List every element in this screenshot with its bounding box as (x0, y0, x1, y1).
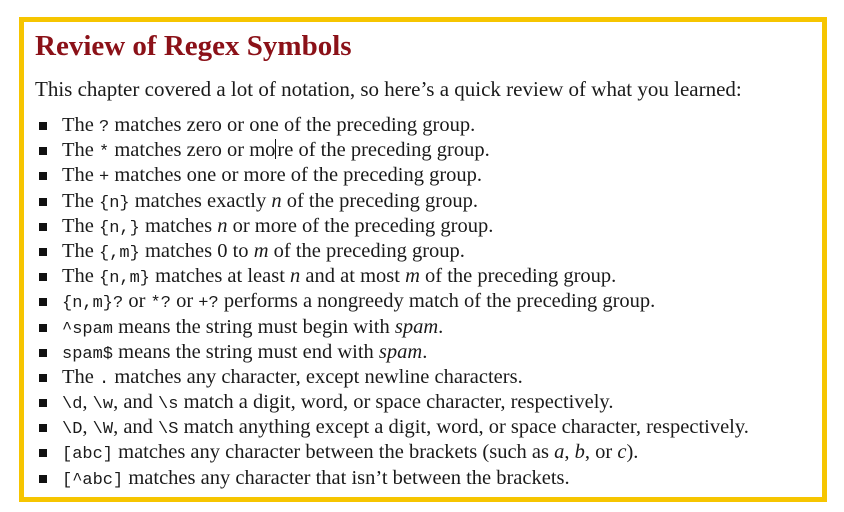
italic-text: a (554, 441, 565, 464)
item-text: The (62, 365, 99, 388)
square-bullet-icon (39, 122, 47, 130)
square-bullet-icon (39, 298, 47, 306)
list-item (35, 138, 822, 163)
list-item (35, 390, 822, 415)
italic-text: c (617, 441, 627, 464)
item-text: or more of the preceding group. (227, 214, 494, 237)
square-bullet-icon (39, 349, 47, 357)
code-token: * (99, 143, 110, 163)
item-text: The (62, 164, 99, 187)
italic-text: n (217, 214, 228, 237)
item-text: means the string must end with (113, 340, 379, 363)
square-bullet-icon (39, 248, 47, 256)
item-text: means the string must begin with (113, 315, 395, 338)
square-bullet-icon (39, 172, 47, 180)
item-text: , (82, 391, 93, 414)
section-title: Review of Regex Symbols (35, 30, 352, 62)
list-item (35, 189, 822, 214)
item-text: performs a nongreedy match of the preceding group. (218, 290, 656, 313)
item-text: , (564, 441, 575, 464)
item-text: The (62, 265, 99, 288)
item-text: matches any character, except newline characters. (109, 365, 523, 388)
item-text: matches at least (150, 265, 291, 288)
item-text: of the preceding group. (268, 239, 465, 262)
item-text: The (62, 214, 99, 237)
list-item (35, 440, 822, 465)
italic-text: spam (394, 315, 439, 338)
item-text: or (123, 290, 151, 313)
item-text: matches zero or mo (109, 139, 276, 162)
regex-symbol-list (35, 113, 822, 491)
italic-text: n (271, 189, 282, 212)
item-text: The (62, 139, 99, 162)
square-bullet-icon (39, 324, 47, 332)
list-item (35, 113, 822, 138)
item-text: , or (584, 441, 618, 464)
item-text: re of the preceding group. (277, 139, 490, 162)
code-token: *? (150, 294, 171, 314)
item-text: ). (626, 441, 639, 464)
code-token: \S (158, 420, 179, 440)
review-box (19, 17, 827, 502)
code-token: +? (198, 294, 219, 314)
italic-text: n (290, 265, 301, 288)
square-bullet-icon (39, 399, 47, 407)
code-token: {n} (99, 193, 130, 213)
square-bullet-icon (39, 374, 47, 382)
list-item (35, 315, 822, 340)
item-text: , (82, 416, 93, 439)
item-text: The (62, 239, 99, 262)
item-text: , and (113, 416, 159, 439)
item-text: matches one or more of the preceding group. (109, 164, 483, 187)
italic-text: b (574, 441, 585, 464)
list-item (35, 239, 822, 264)
square-bullet-icon (39, 198, 47, 206)
list-item (35, 163, 822, 188)
code-token: ? (99, 118, 110, 137)
item-text: matches exactly (129, 189, 272, 212)
code-token: {,m} (99, 243, 140, 263)
list-item (35, 340, 822, 365)
italic-text: m (405, 265, 420, 288)
item-text: matches (139, 214, 218, 237)
code-token: \w (92, 395, 114, 415)
item-text: match a digit, word, or space character, respectively. (178, 391, 614, 414)
list-item (35, 415, 822, 440)
item-text: and at most (300, 265, 406, 288)
item-text: The (62, 114, 99, 136)
square-bullet-icon (39, 223, 47, 231)
list-item (35, 214, 822, 239)
item-text: . (422, 340, 428, 363)
code-token: + (99, 168, 110, 188)
code-token: {n,} (99, 218, 140, 238)
item-text: matches any character that isn’t between the brackets. (123, 466, 570, 489)
code-token: . (99, 369, 110, 389)
item-text: matches any character between the brackets (such as (113, 441, 555, 464)
square-bullet-icon (39, 475, 47, 483)
list-item (35, 466, 822, 491)
square-bullet-icon (39, 449, 47, 457)
item-text: matches zero or one of the preceding group. (109, 114, 476, 136)
list-item (35, 264, 822, 289)
item-text: The (62, 189, 99, 212)
code-token: {n,m}? (62, 294, 124, 314)
item-text: or (170, 290, 199, 313)
item-text: . (438, 315, 444, 338)
italic-text: m (253, 239, 269, 262)
code-token: \D (62, 420, 83, 440)
item-text: of the preceding group. (419, 265, 617, 288)
square-bullet-icon (39, 273, 47, 281)
code-token: [^abc] (62, 470, 124, 490)
square-bullet-icon (39, 147, 47, 155)
square-bullet-icon (39, 424, 47, 432)
code-token: spam$ (62, 344, 114, 364)
item-text: , and (113, 391, 159, 414)
intro-paragraph: This chapter covered a lot of notation, so here’s a quick review of what you learned: (35, 77, 742, 101)
item-text: of the preceding group. (281, 189, 478, 212)
italic-text: spam (378, 340, 423, 363)
list-item (35, 365, 822, 390)
code-token: {n,m} (99, 269, 151, 289)
code-token: \s (158, 395, 179, 415)
code-token: \d (62, 395, 83, 415)
item-text: matches 0 to (139, 239, 254, 262)
list-item (35, 289, 822, 314)
code-token: [abc] (62, 445, 114, 465)
code-token: ^spam (62, 319, 114, 339)
item-text: match anything except a digit, word, or space character, respectively. (178, 416, 749, 439)
code-token: \W (92, 420, 114, 440)
